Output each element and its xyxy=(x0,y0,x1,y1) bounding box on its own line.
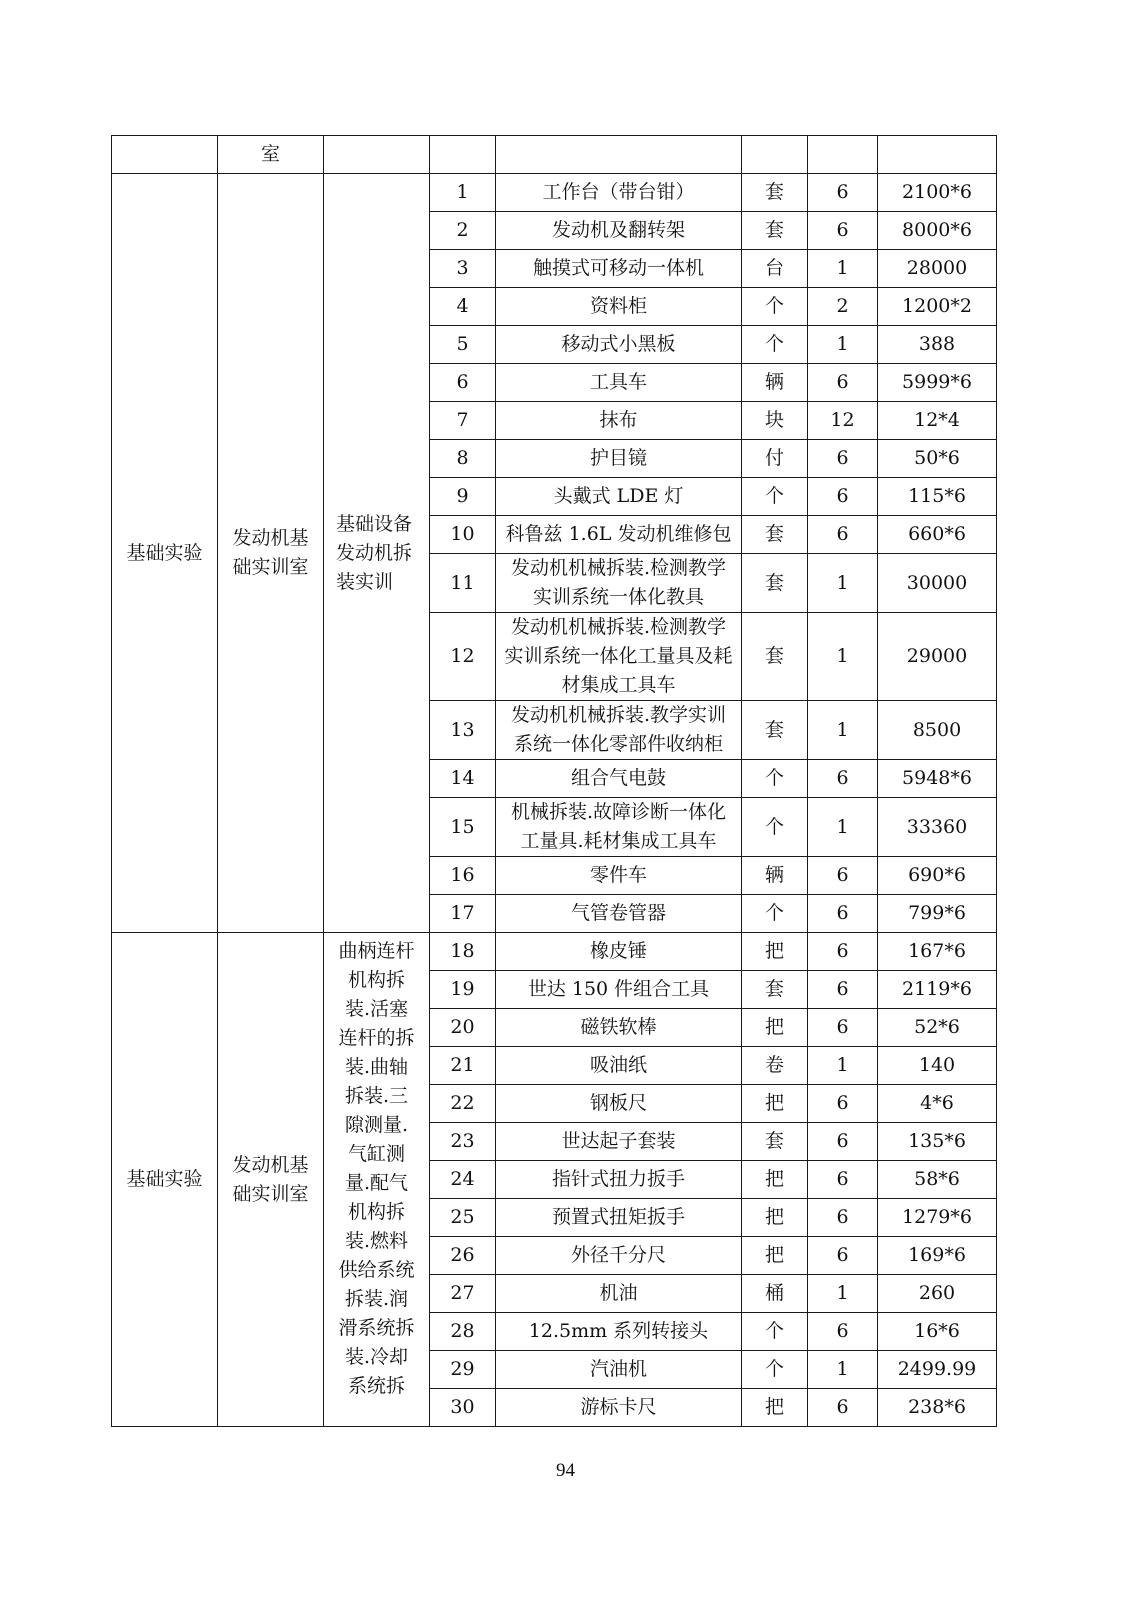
item-quantity: 1 xyxy=(808,701,878,760)
item-price: 115*6 xyxy=(878,478,997,516)
item-price: 30000 xyxy=(878,554,997,613)
item-number: 23 xyxy=(430,1123,496,1161)
room-cell: 发动机基础实训室 xyxy=(218,933,324,1427)
item-number: 15 xyxy=(430,798,496,857)
item-number: 12 xyxy=(430,613,496,701)
item-unit: 套 xyxy=(742,613,808,701)
item-number: 16 xyxy=(430,857,496,895)
item-name: 游标卡尺 xyxy=(496,1389,742,1427)
item-quantity: 6 xyxy=(808,1389,878,1427)
item-name: 机械拆装.故障诊断一体化工量具.耗材集成工具车 xyxy=(496,798,742,857)
item-name: 机油 xyxy=(496,1275,742,1313)
item-name: 12.5mm 系列转接头 xyxy=(496,1313,742,1351)
item-unit: 桶 xyxy=(742,1275,808,1313)
item-quantity: 6 xyxy=(808,1313,878,1351)
item-quantity: 1 xyxy=(808,798,878,857)
item-price: 1279*6 xyxy=(878,1199,997,1237)
item-price: 660*6 xyxy=(878,516,997,554)
item-name: 发动机机械拆装.检测教学实训系统一体化教具 xyxy=(496,554,742,613)
item-unit: 付 xyxy=(742,440,808,478)
item-number: 21 xyxy=(430,1047,496,1085)
item-quantity: 6 xyxy=(808,212,878,250)
item-unit: 个 xyxy=(742,288,808,326)
item-quantity: 6 xyxy=(808,933,878,971)
item-price: 2100*6 xyxy=(878,174,997,212)
item-name: 抹布 xyxy=(496,402,742,440)
item-name: 移动式小黑板 xyxy=(496,326,742,364)
item-name: 吸油纸 xyxy=(496,1047,742,1085)
item-name: 气管卷管器 xyxy=(496,895,742,933)
item-number: 1 xyxy=(430,174,496,212)
item-number: 29 xyxy=(430,1351,496,1389)
item-price: 135*6 xyxy=(878,1123,997,1161)
item-name: 资料柜 xyxy=(496,288,742,326)
empty-cell xyxy=(808,136,878,174)
item-price: 690*6 xyxy=(878,857,997,895)
item-number: 26 xyxy=(430,1237,496,1275)
item-price: 140 xyxy=(878,1047,997,1085)
item-quantity: 1 xyxy=(808,1047,878,1085)
room-cell: 发动机基础实训室 xyxy=(218,174,324,933)
item-unit: 卷 xyxy=(742,1047,808,1085)
item-name: 磁铁软棒 xyxy=(496,1009,742,1047)
item-quantity: 6 xyxy=(808,971,878,1009)
item-price: 2499.99 xyxy=(878,1351,997,1389)
item-name: 指针式扭力扳手 xyxy=(496,1161,742,1199)
item-quantity: 6 xyxy=(808,478,878,516)
item-price: 4*6 xyxy=(878,1085,997,1123)
item-unit: 套 xyxy=(742,212,808,250)
item-name: 零件车 xyxy=(496,857,742,895)
empty-cell xyxy=(878,136,997,174)
item-price: 5948*6 xyxy=(878,760,997,798)
item-name: 预置式扭矩扳手 xyxy=(496,1199,742,1237)
item-number: 8 xyxy=(430,440,496,478)
item-quantity: 6 xyxy=(808,1009,878,1047)
item-quantity: 1 xyxy=(808,1275,878,1313)
item-unit: 台 xyxy=(742,250,808,288)
item-name: 组合气电鼓 xyxy=(496,760,742,798)
item-price: 167*6 xyxy=(878,933,997,971)
item-number: 24 xyxy=(430,1161,496,1199)
item-quantity: 6 xyxy=(808,895,878,933)
item-number: 11 xyxy=(430,554,496,613)
item-unit: 把 xyxy=(742,1161,808,1199)
item-number: 14 xyxy=(430,760,496,798)
item-name: 护目镜 xyxy=(496,440,742,478)
item-name: 科鲁兹 1.6L 发动机维修包 xyxy=(496,516,742,554)
item-unit: 个 xyxy=(742,760,808,798)
item-number: 18 xyxy=(430,933,496,971)
item-quantity: 6 xyxy=(808,1123,878,1161)
item-number: 13 xyxy=(430,701,496,760)
item-price: 12*4 xyxy=(878,402,997,440)
table-row xyxy=(112,933,997,971)
item-quantity: 1 xyxy=(808,554,878,613)
item-number: 19 xyxy=(430,971,496,1009)
item-price: 28000 xyxy=(878,250,997,288)
item-unit: 把 xyxy=(742,933,808,971)
empty-cell xyxy=(324,136,430,174)
item-number: 27 xyxy=(430,1275,496,1313)
item-unit: 套 xyxy=(742,174,808,212)
item-quantity: 1 xyxy=(808,613,878,701)
item-name: 头戴式 LDE 灯 xyxy=(496,478,742,516)
item-number: 25 xyxy=(430,1199,496,1237)
item-unit: 把 xyxy=(742,1389,808,1427)
item-unit: 个 xyxy=(742,326,808,364)
item-unit: 辆 xyxy=(742,857,808,895)
item-number: 22 xyxy=(430,1085,496,1123)
item-price: 1200*2 xyxy=(878,288,997,326)
item-unit: 把 xyxy=(742,1237,808,1275)
item-quantity: 1 xyxy=(808,326,878,364)
item-number: 20 xyxy=(430,1009,496,1047)
item-price: 238*6 xyxy=(878,1389,997,1427)
item-number: 5 xyxy=(430,326,496,364)
item-name: 外径千分尺 xyxy=(496,1237,742,1275)
item-price: 169*6 xyxy=(878,1237,997,1275)
item-quantity: 6 xyxy=(808,174,878,212)
item-name: 世达 150 件组合工具 xyxy=(496,971,742,1009)
item-unit: 套 xyxy=(742,554,808,613)
item-quantity: 6 xyxy=(808,1237,878,1275)
item-price: 50*6 xyxy=(878,440,997,478)
item-quantity: 2 xyxy=(808,288,878,326)
item-number: 28 xyxy=(430,1313,496,1351)
item-unit: 把 xyxy=(742,1199,808,1237)
empty-cell xyxy=(430,136,496,174)
content-cell: 基础设备发动机拆装实训 xyxy=(324,174,430,933)
item-price: 2119*6 xyxy=(878,971,997,1009)
item-name: 发动机机械拆装.教学实训系统一体化零部件收纳柜 xyxy=(496,701,742,760)
category-cell xyxy=(112,136,218,174)
table-row xyxy=(112,174,997,212)
item-number: 9 xyxy=(430,478,496,516)
item-quantity: 6 xyxy=(808,760,878,798)
continuation-row xyxy=(112,136,997,174)
item-quantity: 6 xyxy=(808,1085,878,1123)
item-quantity: 6 xyxy=(808,364,878,402)
item-price: 388 xyxy=(878,326,997,364)
item-price: 8000*6 xyxy=(878,212,997,250)
item-number: 30 xyxy=(430,1389,496,1427)
item-unit: 个 xyxy=(742,478,808,516)
item-price: 16*6 xyxy=(878,1313,997,1351)
equipment-table xyxy=(111,135,997,1427)
item-name: 发动机机械拆装.检测教学实训系统一体化工量具及耗材集成工具车 xyxy=(496,613,742,701)
item-name: 钢板尺 xyxy=(496,1085,742,1123)
item-unit: 把 xyxy=(742,1085,808,1123)
item-quantity: 6 xyxy=(808,440,878,478)
item-price: 799*6 xyxy=(878,895,997,933)
item-price: 260 xyxy=(878,1275,997,1313)
item-price: 33360 xyxy=(878,798,997,857)
item-number: 3 xyxy=(430,250,496,288)
item-name: 世达起子套装 xyxy=(496,1123,742,1161)
item-unit: 块 xyxy=(742,402,808,440)
category-cell: 基础实验 xyxy=(112,933,218,1427)
item-number: 10 xyxy=(430,516,496,554)
item-number: 6 xyxy=(430,364,496,402)
item-name: 工具车 xyxy=(496,364,742,402)
item-name: 触摸式可移动一体机 xyxy=(496,250,742,288)
item-price: 29000 xyxy=(878,613,997,701)
item-name: 发动机及翻转架 xyxy=(496,212,742,250)
content-cell: 曲柄连杆机构拆装.活塞连杆的拆装.曲轴拆装.三隙测量.气缸测量.配气机构拆装.燃料供给系统拆装.润滑系统拆装.冷却系统拆 xyxy=(324,933,430,1427)
item-quantity: 1 xyxy=(808,1351,878,1389)
item-number: 2 xyxy=(430,212,496,250)
empty-cell xyxy=(742,136,808,174)
empty-cell xyxy=(496,136,742,174)
item-name: 工作台（带台钳） xyxy=(496,174,742,212)
item-price: 5999*6 xyxy=(878,364,997,402)
item-name: 橡皮锤 xyxy=(496,933,742,971)
item-quantity: 6 xyxy=(808,516,878,554)
item-unit: 辆 xyxy=(742,364,808,402)
item-unit: 套 xyxy=(742,701,808,760)
item-price: 8500 xyxy=(878,701,997,760)
room-cell: 室 xyxy=(218,136,324,174)
item-unit: 个 xyxy=(742,1351,808,1389)
item-name: 汽油机 xyxy=(496,1351,742,1389)
item-unit: 套 xyxy=(742,1123,808,1161)
item-unit: 套 xyxy=(742,516,808,554)
item-unit: 套 xyxy=(742,971,808,1009)
item-quantity: 1 xyxy=(808,250,878,288)
item-number: 4 xyxy=(430,288,496,326)
item-unit: 个 xyxy=(742,1313,808,1351)
category-cell: 基础实验 xyxy=(112,174,218,933)
item-quantity: 12 xyxy=(808,402,878,440)
item-quantity: 6 xyxy=(808,857,878,895)
item-unit: 个 xyxy=(742,895,808,933)
item-price: 58*6 xyxy=(878,1161,997,1199)
item-price: 52*6 xyxy=(878,1009,997,1047)
item-unit: 把 xyxy=(742,1009,808,1047)
item-number: 17 xyxy=(430,895,496,933)
item-quantity: 6 xyxy=(808,1199,878,1237)
page-number: 94 xyxy=(556,1460,575,1481)
item-quantity: 6 xyxy=(808,1161,878,1199)
item-number: 7 xyxy=(430,402,496,440)
item-unit: 个 xyxy=(742,798,808,857)
